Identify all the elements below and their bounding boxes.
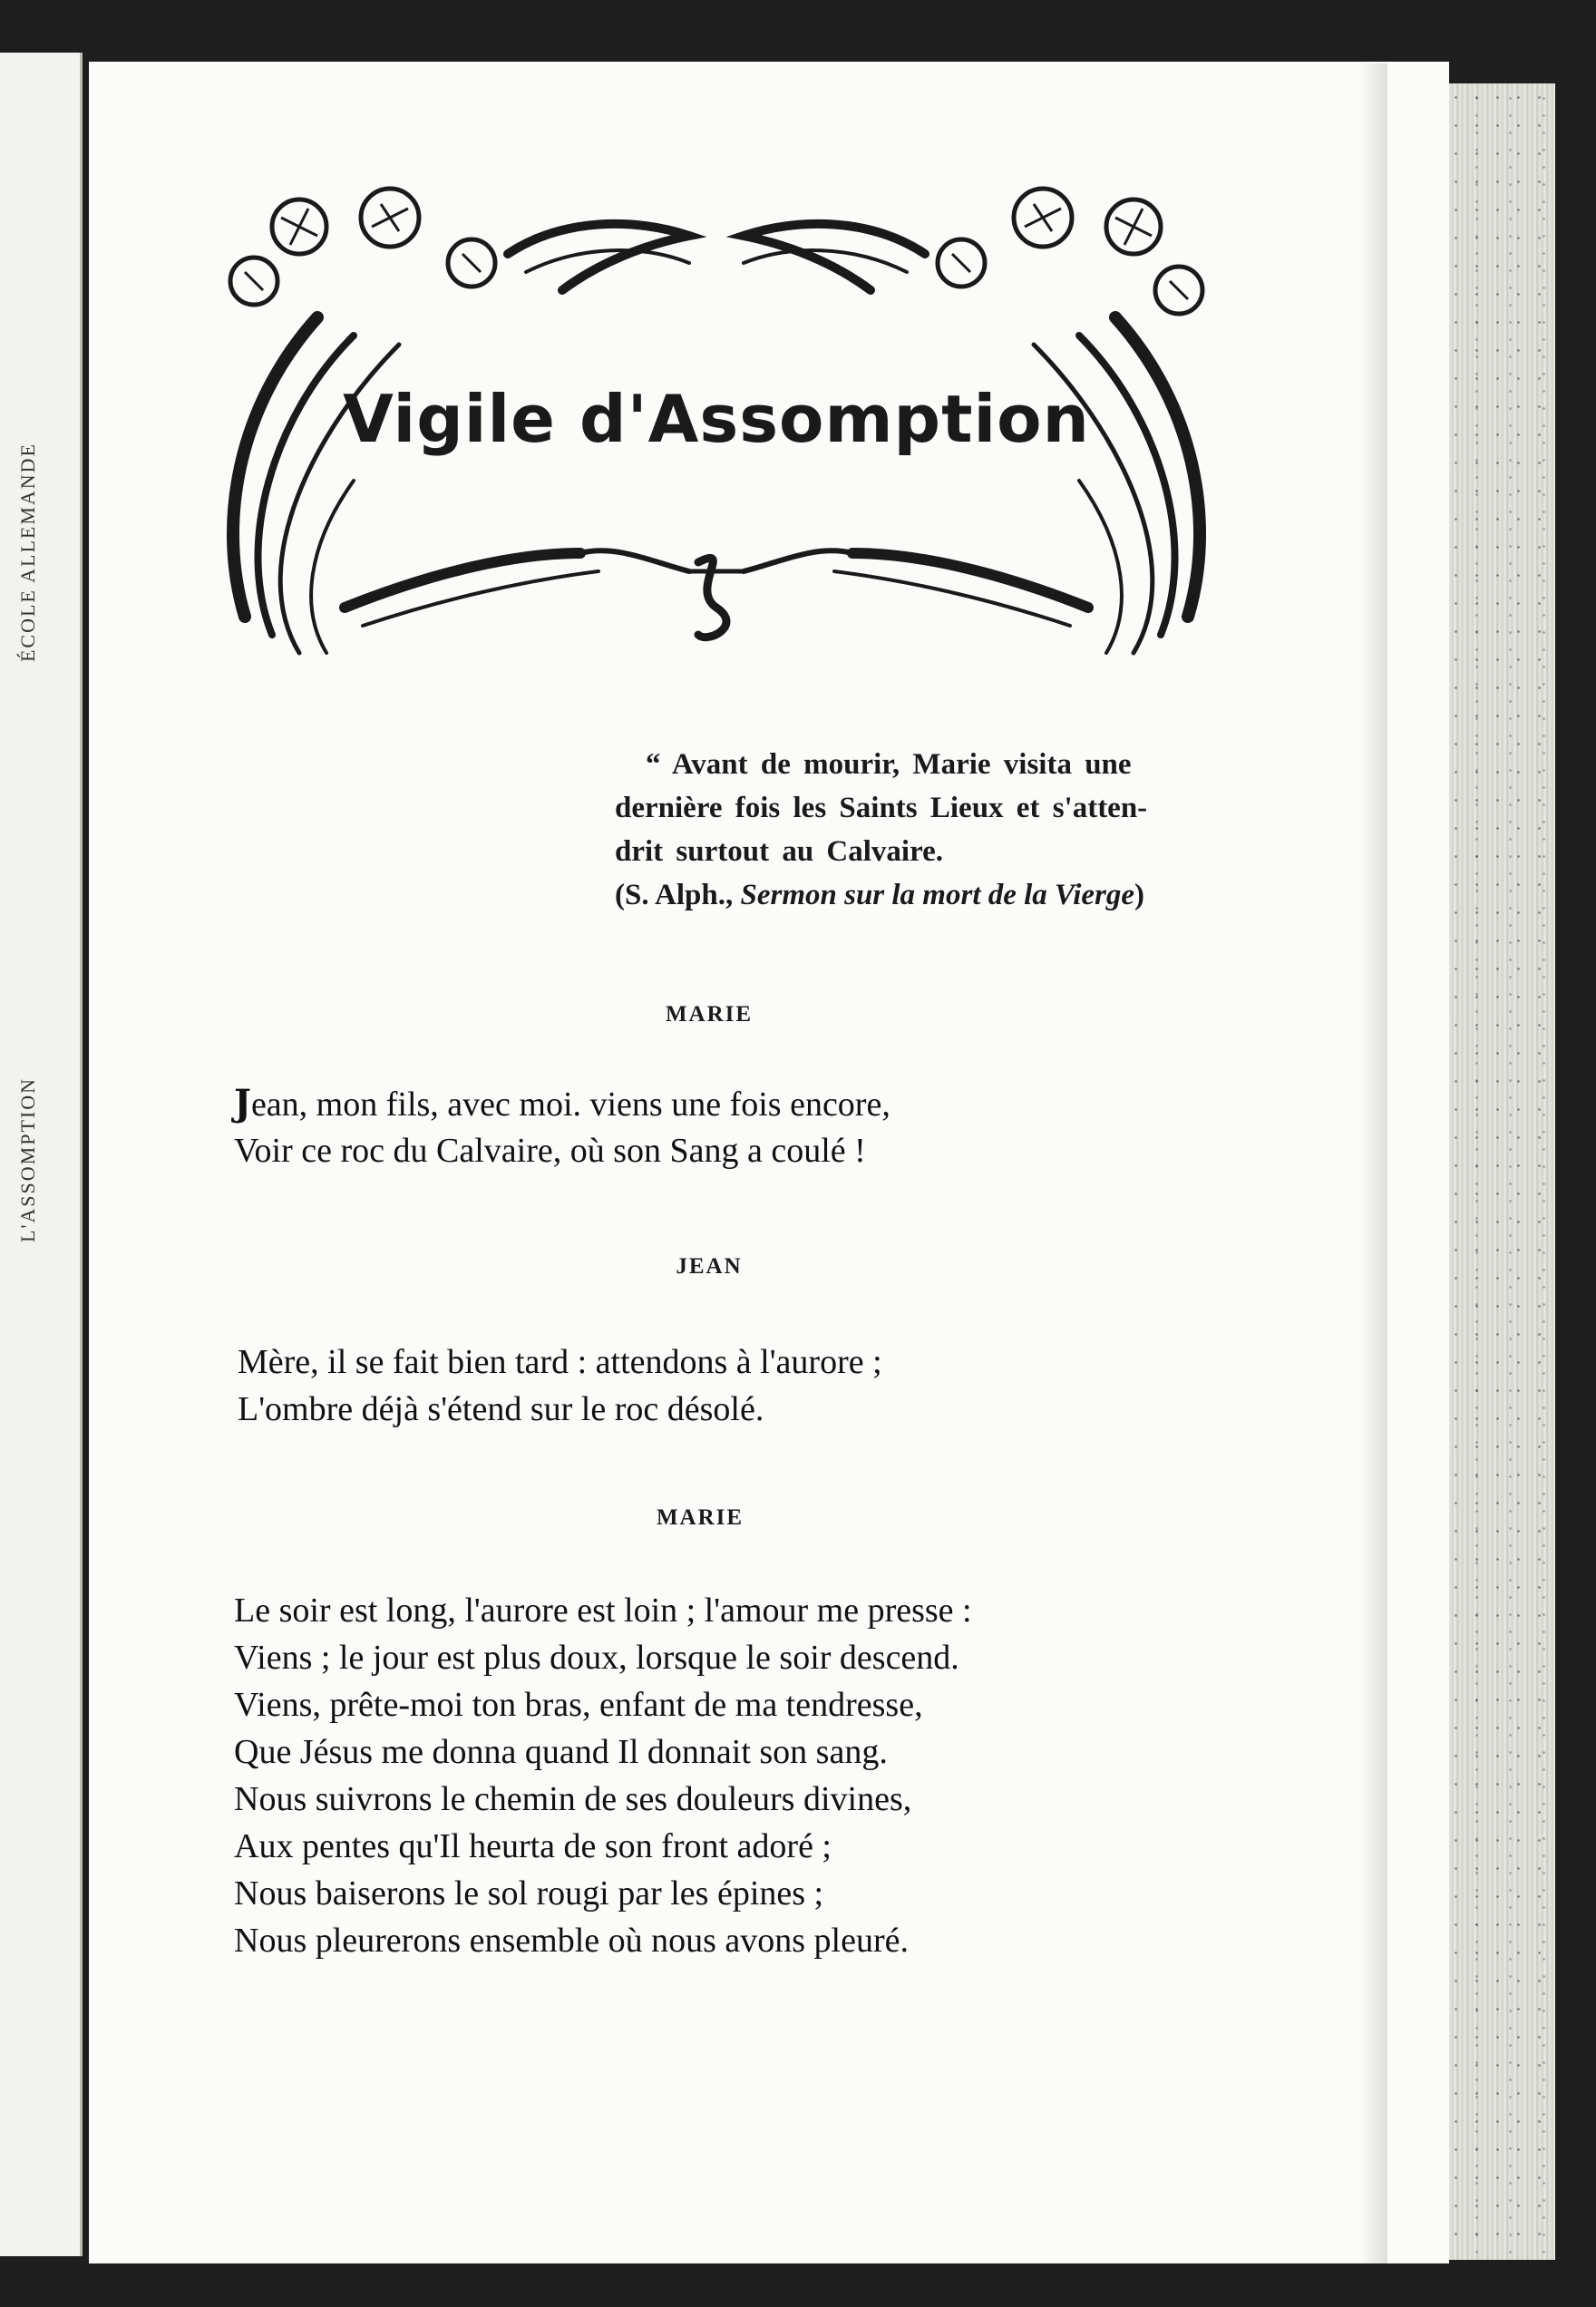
speaker-name: MARIE [656, 1505, 744, 1530]
verse-line: Que Jésus me donna quand Il donnait son sang. [234, 1733, 888, 1771]
page-title: Vigile d'Assomption [343, 381, 1090, 457]
verse-line: Viens, prête-moi ton bras, enfant de ma tendresse, [234, 1686, 923, 1724]
citation-title: Sermon sur la mort de la Vierge [740, 879, 1135, 911]
verse-line: Le soir est long, l'aurore est loin ; l'amour me presse : [234, 1592, 972, 1630]
epigraph-line: “ Avant de mourir, Marie visita une [646, 748, 1132, 781]
verse-line: Mère, il se fait bien tard : attendons à l'aurore ; [238, 1343, 882, 1381]
facing-page [0, 53, 83, 2256]
citation-suffix: ) [1134, 879, 1145, 911]
drop-cap: J [234, 1082, 251, 1124]
verse-line: Nous suivrons le chemin de ses douleurs divines, [234, 1780, 912, 1818]
speaker-name: MARIE [665, 1002, 754, 1027]
verse-line [234, 1082, 890, 1124]
verse-line: Nous baiserons le sol rougi par les épines ; [234, 1874, 824, 1913]
verse-line: Viens ; le jour est plus doux, lorsque le soir descend. [234, 1639, 959, 1677]
verse-text: ean, mon fils, avec moi. viens une fois encore, [250, 1085, 890, 1124]
epigraph-line: dernière fois les Saints Lieux et s'atten- [615, 792, 1148, 824]
speaker-name: JEAN [676, 1254, 743, 1279]
plate-caption-left: L'ASSOMPTION [16, 1077, 39, 1242]
epigraph-line: drit surtout au Calvaire. [615, 835, 944, 868]
citation-prefix: (S. Alph., [615, 879, 741, 911]
running-head-left: ÉCOLE ALLEMANDE [16, 443, 39, 663]
verse-line: Voir ce roc du Calvaire, où son Sang a coulé ! [234, 1132, 866, 1170]
verse-line: Nous pleurerons ensemble où nous avons pleuré. [234, 1922, 910, 1960]
verse-line: Aux pentes qu'Il heurta de son front adoré ; [234, 1827, 832, 1865]
epigraph-citation [615, 879, 1144, 912]
page-edge-shadow [1360, 63, 1387, 2263]
verse-line: L'ombre déjà s'étend sur le roc désolé. [238, 1390, 764, 1428]
